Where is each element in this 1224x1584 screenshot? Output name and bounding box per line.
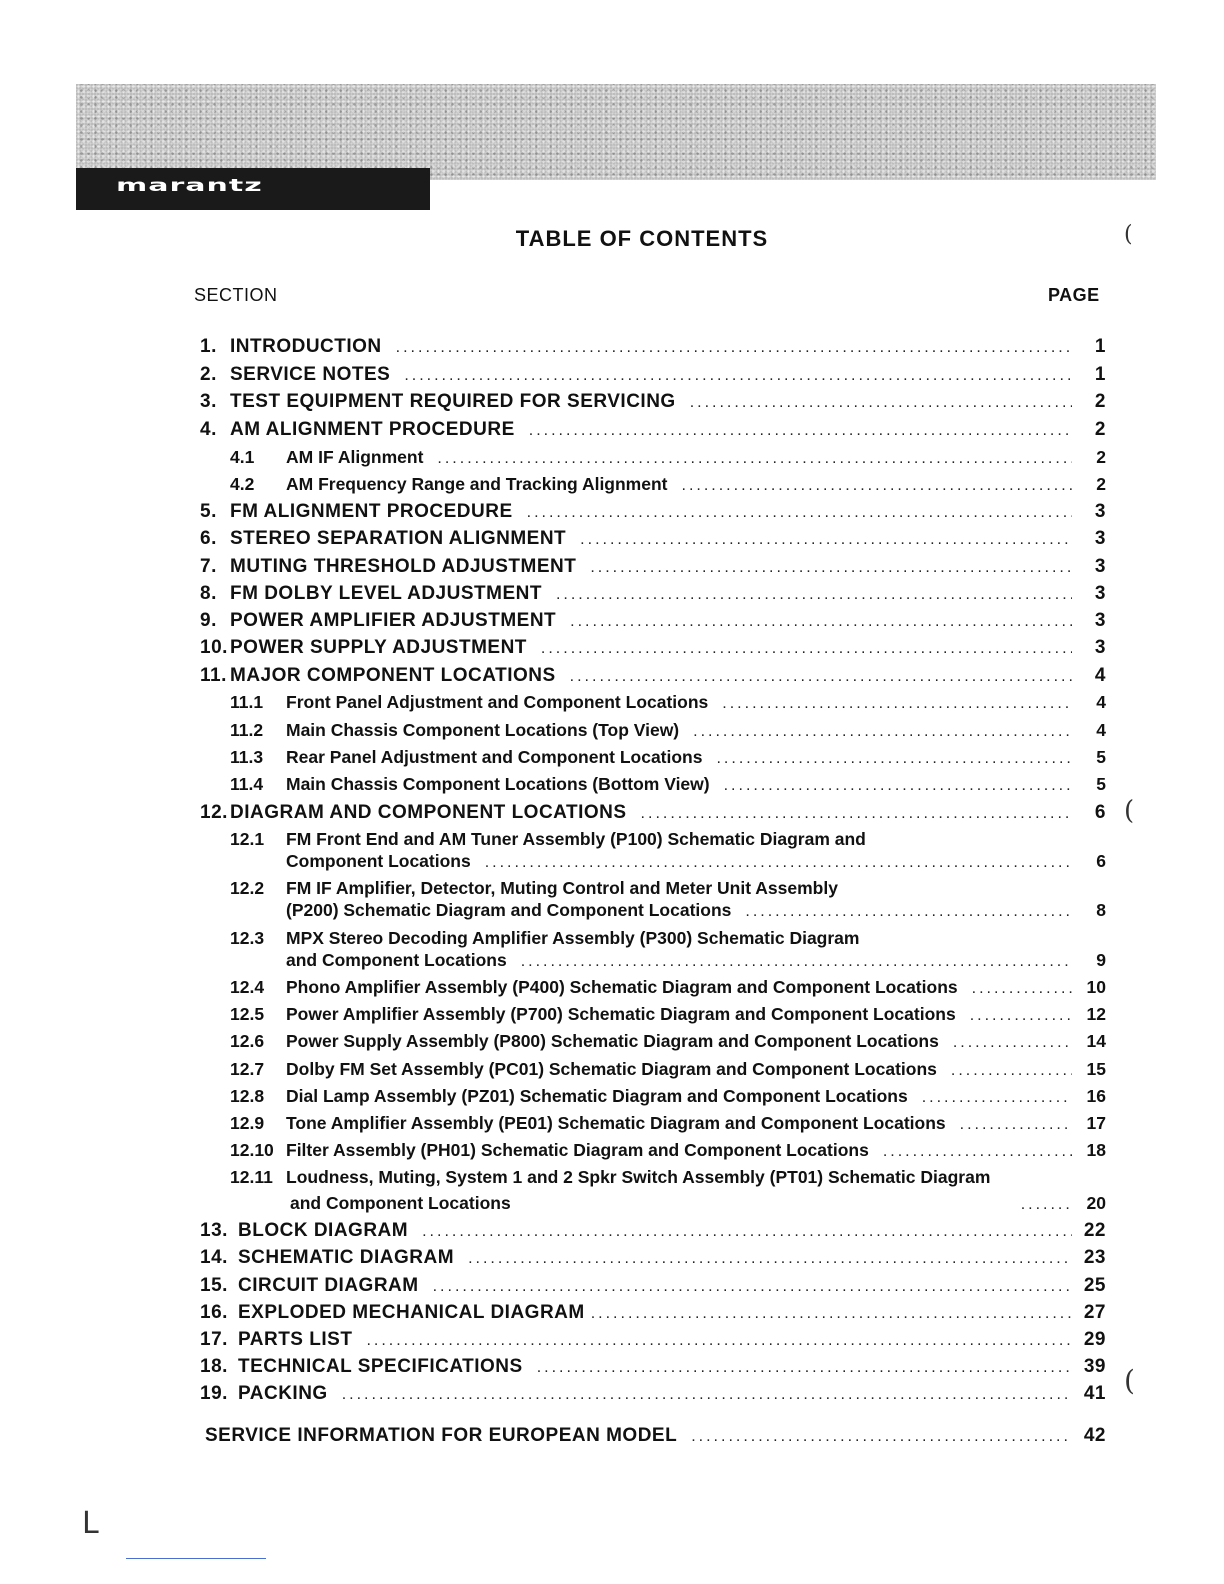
toc-entry[interactable] bbox=[200, 610, 1106, 637]
toc-label: SCHEMATIC DIAGRAM bbox=[238, 1247, 455, 1268]
toc-entry[interactable] bbox=[200, 447, 1106, 474]
toc-label: FM ALIGNMENT PROCEDURE bbox=[230, 501, 513, 522]
toc-number: 12.4 bbox=[230, 977, 265, 997]
dot-leader bbox=[342, 1386, 1072, 1404]
toc-number: 12.6 bbox=[230, 1031, 265, 1051]
toc-label: FM Front End and AM Tuner Assembly (P100) Schematic Diagram and bbox=[286, 829, 866, 849]
toc-label: Power Supply Assembly (P800) Schematic Diagram and Component Locations bbox=[286, 1031, 939, 1051]
toc-label: Main Chassis Component Locations (Top View) bbox=[286, 720, 680, 740]
toc-label: Main Chassis Component Locations (Bottom View) bbox=[286, 774, 710, 794]
toc-entry[interactable] bbox=[200, 556, 1106, 583]
toc-number: 12.11 bbox=[230, 1167, 273, 1187]
toc-number: 11.3 bbox=[230, 747, 264, 767]
toc-page: 25 bbox=[1083, 1275, 1106, 1296]
toc-page: 2 bbox=[1096, 447, 1106, 467]
toc-number: 12.1 bbox=[230, 829, 265, 849]
dot-leader bbox=[527, 504, 1072, 522]
toc-entry-continuation[interactable] bbox=[200, 1193, 1106, 1220]
toc-page: 1 bbox=[1094, 364, 1106, 385]
toc-page: 3 bbox=[1094, 610, 1106, 631]
toc-page: 27 bbox=[1083, 1302, 1106, 1323]
dot-leader bbox=[529, 422, 1072, 440]
toc-number: 11.2 bbox=[230, 720, 264, 740]
toc-entry-continuation[interactable] bbox=[200, 851, 1106, 878]
toc-page: 2 bbox=[1094, 419, 1106, 440]
toc-page: 15 bbox=[1086, 1059, 1106, 1079]
dot-leader bbox=[690, 394, 1072, 412]
toc-page: 22 bbox=[1083, 1220, 1106, 1241]
toc-number: 11.1 bbox=[230, 692, 264, 712]
toc-entry[interactable] bbox=[200, 1247, 1106, 1274]
toc-entry[interactable] bbox=[200, 1031, 1106, 1058]
toc-label: SERVICE NOTES bbox=[230, 364, 391, 385]
toc-entry[interactable] bbox=[200, 336, 1106, 363]
toc-label: Dolby FM Set Assembly (PC01) Schematic Diagram and Component Locations bbox=[286, 1059, 937, 1079]
toc-entry[interactable] bbox=[200, 720, 1106, 747]
dot-leader bbox=[468, 1250, 1072, 1268]
toc-page: 29 bbox=[1083, 1329, 1106, 1350]
dot-leader bbox=[716, 750, 1072, 768]
toc-label: POWER AMPLIFIER ADJUSTMENT bbox=[230, 610, 557, 631]
toc-page: 5 bbox=[1096, 774, 1106, 794]
toc-entry[interactable] bbox=[200, 1113, 1106, 1140]
toc-number: 11. bbox=[200, 665, 227, 686]
dot-leader bbox=[970, 1007, 1072, 1025]
dot-leader bbox=[641, 805, 1072, 823]
toc-number: 12.3 bbox=[230, 928, 265, 948]
toc-label: MPX Stereo Decoding Amplifier Assembly (P300) Schematic Diagram bbox=[286, 928, 860, 948]
toc-number: 4.1 bbox=[230, 447, 255, 467]
toc-page: 3 bbox=[1094, 528, 1106, 549]
toc-page: 4 bbox=[1096, 692, 1106, 712]
toc-page: 12 bbox=[1086, 1004, 1106, 1024]
dot-leader bbox=[433, 1278, 1072, 1296]
toc-number: 17. bbox=[200, 1329, 228, 1350]
dot-leader bbox=[422, 1223, 1072, 1241]
toc-number: 16. bbox=[200, 1302, 228, 1323]
toc-entry[interactable] bbox=[200, 364, 1106, 391]
toc-label: DIAGRAM AND COMPONENT LOCATIONS bbox=[230, 802, 627, 823]
dot-leader bbox=[580, 531, 1072, 549]
dot-leader bbox=[972, 980, 1072, 998]
toc-page: 8 bbox=[1096, 900, 1106, 920]
toc-page: 6 bbox=[1096, 851, 1106, 871]
toc-label: CIRCUIT DIAGRAM bbox=[238, 1275, 419, 1296]
toc-entry[interactable] bbox=[200, 1140, 1106, 1167]
toc-page: 3 bbox=[1094, 556, 1106, 577]
toc-label: PACKING bbox=[238, 1383, 328, 1404]
toc-label: MAJOR COMPONENT LOCATIONS bbox=[230, 665, 556, 686]
dot-leader bbox=[396, 339, 1072, 357]
toc-entry[interactable] bbox=[200, 474, 1106, 501]
toc-page: 42 bbox=[1083, 1425, 1106, 1446]
toc-label: Loudness, Muting, System 1 and 2 Spkr Switch Assembly (PT01) Schematic Diagram bbox=[286, 1167, 991, 1187]
toc-page: 3 bbox=[1094, 637, 1106, 658]
toc-label: AM IF Alignment bbox=[286, 447, 424, 467]
toc-label: TEST EQUIPMENT REQUIRED FOR SERVICING bbox=[230, 391, 676, 412]
toc-label: Rear Panel Adjustment and Component Locations bbox=[286, 747, 703, 767]
toc-label: TECHNICAL SPECIFICATIONS bbox=[238, 1356, 523, 1377]
toc-page: 3 bbox=[1094, 583, 1106, 604]
toc-entry[interactable] bbox=[200, 747, 1106, 774]
dot-leader bbox=[745, 903, 1072, 921]
toc-page: 4 bbox=[1094, 665, 1106, 686]
toc-page: 2 bbox=[1096, 474, 1106, 494]
dot-leader bbox=[951, 1062, 1072, 1080]
toc-label: Filter Assembly (PH01) Schematic Diagram and Component Locations bbox=[286, 1140, 869, 1160]
toc-page: 16 bbox=[1086, 1086, 1106, 1106]
toc-number: 1. bbox=[200, 336, 217, 357]
toc-page: 1 bbox=[1094, 336, 1106, 357]
dot-leader bbox=[537, 1359, 1072, 1377]
toc-number: 11.4 bbox=[230, 774, 264, 794]
footer-rule bbox=[126, 1558, 266, 1559]
toc-number: 7. bbox=[200, 556, 217, 577]
toc-label: Dial Lamp Assembly (PZ01) Schematic Diagram and Component Locations bbox=[286, 1086, 908, 1106]
toc-label: AM Frequency Range and Tracking Alignment bbox=[286, 474, 668, 494]
toc-label: AM ALIGNMENT PROCEDURE bbox=[230, 419, 515, 440]
toc-number: 9. bbox=[200, 610, 217, 631]
toc-label: FM DOLBY LEVEL ADJUSTMENT bbox=[230, 583, 542, 604]
toc-page: 14 bbox=[1086, 1031, 1106, 1051]
toc-entry[interactable] bbox=[200, 637, 1106, 664]
toc-number: 5. bbox=[200, 501, 217, 522]
toc-page: 3 bbox=[1094, 501, 1106, 522]
scan-mark: ( bbox=[1124, 796, 1135, 826]
toc-label: Power Amplifier Assembly (P700) Schematic Diagram and Component Locations bbox=[286, 1004, 956, 1024]
scan-mark: ( bbox=[1124, 1364, 1135, 1397]
toc-page: 6 bbox=[1094, 802, 1106, 823]
dot-leader bbox=[570, 613, 1072, 631]
toc-page: 20 bbox=[1086, 1193, 1106, 1213]
dot-leader bbox=[570, 668, 1072, 686]
toc-page: 23 bbox=[1083, 1247, 1106, 1268]
toc-entry[interactable] bbox=[200, 1086, 1106, 1113]
toc-entry[interactable] bbox=[200, 802, 1106, 829]
toc-page: 39 bbox=[1083, 1356, 1106, 1377]
toc-entry[interactable] bbox=[200, 1004, 1106, 1031]
toc-entry[interactable] bbox=[200, 528, 1106, 555]
toc-label: Phono Amplifier Assembly (P400) Schematic Diagram and Component Locations bbox=[286, 977, 958, 997]
section-column-header: SECTION bbox=[194, 285, 278, 305]
toc-number: 12.9 bbox=[230, 1113, 265, 1133]
toc-entry[interactable] bbox=[200, 583, 1106, 610]
toc-number: 12.2 bbox=[230, 878, 265, 898]
toc-entry[interactable] bbox=[200, 1302, 1106, 1329]
brand-logo-text: marantz bbox=[116, 176, 263, 196]
toc-number: 12.10 bbox=[230, 1140, 274, 1160]
toc-number: 15. bbox=[200, 1275, 228, 1296]
dot-leader bbox=[922, 1089, 1072, 1107]
toc-number: 12.7 bbox=[230, 1059, 265, 1079]
toc-label: Front Panel Adjustment and Component Locations bbox=[286, 692, 709, 712]
toc-label: INTRODUCTION bbox=[230, 336, 382, 357]
toc-entry[interactable] bbox=[200, 977, 1106, 1004]
toc-label: MUTING THRESHOLD ADJUSTMENT bbox=[230, 556, 577, 577]
toc-entry[interactable] bbox=[200, 501, 1106, 528]
toc-page: 41 bbox=[1083, 1383, 1106, 1404]
dot-leader bbox=[590, 559, 1072, 577]
toc-number: 2. bbox=[200, 364, 217, 385]
dot-leader bbox=[682, 477, 1073, 495]
toc-number: 10. bbox=[200, 637, 228, 658]
toc-number: 4. bbox=[200, 419, 217, 440]
toc-entry[interactable] bbox=[200, 391, 1106, 418]
toc-number: 14. bbox=[200, 1247, 228, 1268]
toc-page: 4 bbox=[1096, 720, 1106, 740]
toc-number: 12. bbox=[200, 802, 228, 823]
toc-page: 9 bbox=[1096, 950, 1106, 970]
dot-leader bbox=[693, 723, 1072, 741]
page-title: TABLE OF CONTENTS bbox=[515, 226, 769, 251]
dot-leader bbox=[722, 695, 1072, 713]
toc-page: 18 bbox=[1086, 1140, 1106, 1160]
toc-entry-continuation[interactable] bbox=[200, 900, 1106, 927]
toc-label: and Component Locations bbox=[286, 950, 507, 970]
toc-page: 2 bbox=[1094, 391, 1106, 412]
toc-number: 12.8 bbox=[230, 1086, 265, 1106]
toc-entry[interactable] bbox=[200, 419, 1106, 446]
toc-label: FM IF Amplifier, Detector, Muting Control and Meter Unit Assembly bbox=[286, 878, 838, 898]
dot-leader bbox=[541, 640, 1072, 658]
toc-label: STEREO SEPARATION ALIGNMENT bbox=[230, 528, 567, 549]
toc-number: 4.2 bbox=[230, 474, 255, 494]
dot-leader bbox=[485, 854, 1072, 872]
dot-leader bbox=[724, 777, 1072, 795]
toc-label: BLOCK DIAGRAM bbox=[238, 1220, 409, 1241]
dot-leader bbox=[953, 1034, 1072, 1052]
dot-leader bbox=[1021, 1196, 1072, 1214]
toc-entry[interactable] bbox=[200, 1220, 1106, 1247]
toc-label: Component Locations bbox=[286, 851, 471, 871]
toc-entry[interactable] bbox=[200, 665, 1106, 692]
toc-number: 3. bbox=[200, 391, 217, 412]
toc-entry[interactable] bbox=[205, 1425, 1106, 1452]
toc-label: PARTS LIST bbox=[238, 1329, 353, 1350]
toc-entry[interactable] bbox=[200, 1383, 1106, 1410]
dot-leader bbox=[437, 450, 1072, 468]
scan-mark: L bbox=[82, 1506, 99, 1541]
toc-page: 5 bbox=[1096, 747, 1106, 767]
dot-leader bbox=[404, 367, 1072, 385]
dot-leader bbox=[366, 1332, 1072, 1350]
toc-page: 17 bbox=[1086, 1113, 1106, 1133]
toc-entry[interactable] bbox=[200, 1275, 1106, 1302]
dot-leader bbox=[556, 586, 1072, 604]
toc-entry[interactable] bbox=[200, 1356, 1106, 1383]
dot-leader bbox=[883, 1143, 1072, 1161]
dot-leader bbox=[521, 953, 1072, 971]
toc-page: 10 bbox=[1086, 977, 1106, 997]
toc-number: 13. bbox=[200, 1220, 228, 1241]
dot-leader bbox=[691, 1428, 1072, 1446]
toc-number: 19. bbox=[200, 1383, 228, 1404]
toc-label: SERVICE INFORMATION FOR EUROPEAN MODEL bbox=[205, 1425, 678, 1446]
toc-number: 12.5 bbox=[230, 1004, 265, 1024]
dot-leader bbox=[591, 1305, 1072, 1323]
toc-entry[interactable] bbox=[200, 692, 1106, 719]
toc-number: 18. bbox=[200, 1356, 228, 1377]
toc-number: 6. bbox=[200, 528, 217, 549]
page-column-header: PAGE bbox=[1048, 285, 1100, 305]
toc-label: POWER SUPPLY ADJUSTMENT bbox=[230, 637, 527, 658]
toc-label: (P200) Schematic Diagram and Component Locations bbox=[286, 900, 732, 920]
toc-entry-continuation[interactable] bbox=[200, 950, 1106, 977]
toc-label: EXPLODED MECHANICAL DIAGRAM bbox=[238, 1302, 585, 1323]
toc-label: Tone Amplifier Assembly (PE01) Schematic Diagram and Component Locations bbox=[286, 1113, 946, 1133]
toc-entry[interactable] bbox=[200, 1059, 1106, 1086]
dot-leader bbox=[960, 1116, 1072, 1134]
toc-number: 8. bbox=[200, 583, 217, 604]
scan-mark: ( bbox=[1124, 222, 1133, 247]
toc-entry[interactable] bbox=[200, 1329, 1106, 1356]
toc-entry[interactable] bbox=[200, 774, 1106, 801]
toc-entry[interactable] bbox=[200, 1167, 1106, 1194]
toc-label: and Component Locations bbox=[290, 1193, 511, 1213]
